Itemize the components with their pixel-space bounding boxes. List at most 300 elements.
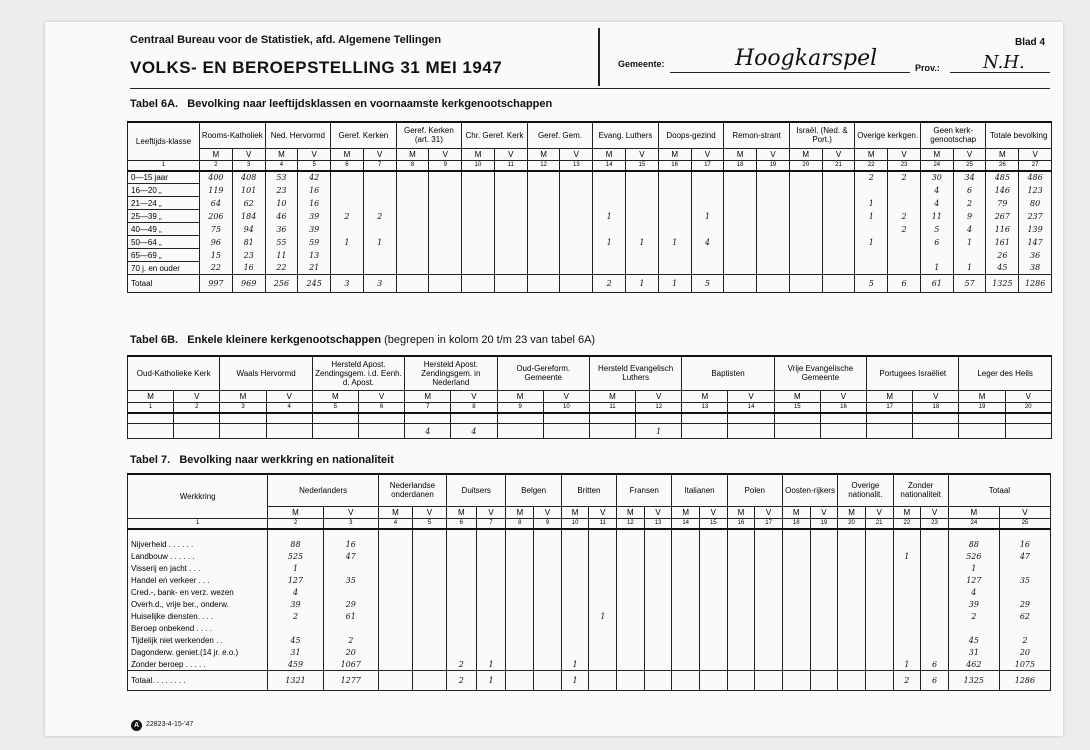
mv-label: M [405,390,451,402]
column-number: 1 [128,160,200,171]
total-cell: 1325 [948,671,999,691]
mv-label: M [396,148,429,160]
total-cell: 1286 [999,671,1050,691]
data-cell [855,223,888,236]
data-cell [527,171,560,184]
data-cell [672,659,700,671]
data-cell [527,197,560,210]
data-cell: 15 [200,249,233,262]
blank-cell [727,529,755,539]
data-cell [494,262,527,275]
total-cell [494,275,527,293]
tabel6b-group-header: Waals Hervormd [220,356,312,390]
gemeente-line [670,72,910,73]
data-cell: 1 [636,424,682,439]
blank-cell [893,529,921,539]
blank-cell [534,529,562,539]
column-number: 19 [810,518,838,529]
data-cell [412,635,446,647]
total-cell [724,275,757,293]
data-cell: 55 [265,236,298,249]
blank-cell [266,413,312,424]
tabel6a-group-header: Geref. Kerken (art. 31) [396,122,462,148]
blank-cell [323,529,378,539]
data-cell [700,539,728,551]
data-cell [644,551,672,563]
data-cell [644,587,672,599]
data-cell [589,647,617,659]
data-cell: 1 [953,262,986,275]
total-cell [506,671,534,691]
column-number: 12 [527,160,560,171]
data-cell [331,171,364,184]
total-cell: 256 [265,275,298,293]
data-cell [363,171,396,184]
header-rule [130,88,1050,89]
data-cell [810,575,838,587]
data-cell [617,647,645,659]
data-cell [363,197,396,210]
data-cell: 119 [200,184,233,197]
column-number: 26 [986,160,1019,171]
mv-label: M [727,506,755,518]
mv-label: M [268,506,323,518]
tabel6a-group-header: Remon-strant [724,122,790,148]
age-class-label: 70 j. en ouder [128,262,200,275]
data-cell: 2 [888,223,921,236]
data-cell [810,587,838,599]
column-number: 16 [820,402,866,413]
data-cell [644,611,672,623]
data-cell [561,551,589,563]
data-cell [789,223,822,236]
data-cell [378,647,412,659]
data-cell [755,539,783,551]
data-cell [462,197,495,210]
table-row [128,424,1052,439]
total-cell: 5 [691,275,724,293]
data-cell: 147 [1019,236,1052,249]
data-cell: 1 [476,659,506,671]
data-cell: 20 [999,647,1050,659]
data-cell [429,249,462,262]
mv-label: M [893,506,921,518]
mv-label: V [451,390,497,402]
data-cell [727,611,755,623]
print-code: 22823-4-15-'47 [146,721,194,728]
tabel6b-title: Tabel 6B. [130,334,179,346]
data-cell: 39 [298,210,331,223]
data-cell: 16 [999,539,1050,551]
data-cell [700,623,728,635]
data-cell [865,539,893,551]
data-cell: 267 [986,210,1019,223]
tabel6a-group-header: Ned. Hervormd [265,122,331,148]
data-cell: 2 [953,197,986,210]
census-form [45,22,1063,736]
age-class-label: 0—15 jaar [128,171,200,184]
data-cell: 31 [948,647,999,659]
tabel7-first-col: Werkkring [128,474,268,518]
data-cell [727,575,755,587]
column-number: 18 [782,518,810,529]
total-cell [700,671,728,691]
blank-cell [506,529,534,539]
mv-label: M [658,148,691,160]
blank-cell [838,529,866,539]
blank-cell [959,413,1005,424]
data-cell [527,184,560,197]
data-cell [672,563,700,575]
data-cell [331,223,364,236]
tabel6a-group-header: Doops-gezind [658,122,724,148]
data-cell: 4 [920,197,953,210]
total-cell: 3 [363,275,396,293]
data-cell [865,587,893,599]
data-cell: 2 [888,210,921,223]
data-cell: 75 [200,223,233,236]
werkkring-label: Tijdelijk niet werkenden . . [128,635,268,647]
data-cell: 1 [626,236,659,249]
data-cell [913,424,959,439]
blank-cell [682,413,728,424]
blank-cell [644,529,672,539]
mv-label: V [1005,390,1051,402]
werkkring-label: Dagonderw. geniet.(14 jr. e.o.) [128,647,268,659]
mv-label: V [921,506,949,518]
data-cell [782,647,810,659]
column-number: 13 [682,402,728,413]
column-number: 20 [1005,402,1051,413]
data-cell [589,587,617,599]
data-cell [396,236,429,249]
data-cell [617,587,645,599]
column-number: 7 [405,402,451,413]
column-number: 27 [1019,160,1052,171]
column-number: 10 [462,160,495,171]
mv-label: V [358,390,404,402]
data-cell [724,197,757,210]
data-cell [476,587,506,599]
data-cell [593,249,626,262]
data-cell [560,262,593,275]
column-number: 8 [396,160,429,171]
data-cell [755,611,783,623]
data-cell [626,197,659,210]
mv-label: M [331,148,364,160]
total-cell [644,671,672,691]
mv-label: V [728,390,774,402]
data-cell [476,575,506,587]
tabel6a-group-header: Chr. Geref. Kerk [462,122,528,148]
blank-cell [1005,413,1051,424]
data-cell: 31 [268,647,323,659]
blank-cell [446,529,476,539]
tabel6b-group-header: Leger des Heils [959,356,1051,390]
column-number: 17 [755,518,783,529]
data-cell [589,623,617,635]
data-cell [494,236,527,249]
mv-label: V [543,390,589,402]
data-cell: 4 [920,184,953,197]
mv-label: M [672,506,700,518]
data-cell: 96 [200,236,233,249]
mv-label: V [626,148,659,160]
tabel6a-group-header: Evang. Luthers [593,122,659,148]
data-cell [757,223,790,236]
data-cell [658,223,691,236]
data-cell [700,599,728,611]
table-row [128,197,1052,210]
column-number: 16 [727,518,755,529]
data-cell [672,587,700,599]
total-cell [727,671,755,691]
data-cell [462,249,495,262]
data-cell [617,563,645,575]
data-cell [534,539,562,551]
data-cell [534,599,562,611]
mv-label: M [589,390,635,402]
data-cell [331,262,364,275]
werkkring-label: Cred.-, bank- en verz. wezen [128,587,268,599]
data-cell: 1 [331,236,364,249]
blank-cell [128,413,174,424]
data-cell [672,611,700,623]
mv-label: V [691,148,724,160]
data-cell [893,539,921,551]
column-number: 24 [920,160,953,171]
data-cell [527,236,560,249]
blank-cell [913,413,959,424]
total-cell [378,671,412,691]
age-class-label: 40—49 „ [128,223,200,236]
total-cell [396,275,429,293]
age-class-label: 21—24 „ [128,197,200,210]
tabel6a-group-header: Geref. Kerken [331,122,397,148]
column-number: 21 [822,160,855,171]
data-cell: 237 [1019,210,1052,223]
data-cell [1005,424,1051,439]
data-cell [476,623,506,635]
data-cell [589,539,617,551]
data-cell [700,587,728,599]
data-cell: 525 [268,551,323,563]
data-cell: 1 [855,210,888,223]
data-cell: 53 [265,171,298,184]
data-cell [700,551,728,563]
data-cell [534,635,562,647]
data-cell: 16 [323,539,378,551]
data-cell: 2 [948,611,999,623]
mv-label: M [593,148,626,160]
data-cell [755,563,783,575]
data-cell [888,249,921,262]
data-cell [494,223,527,236]
data-cell: 45 [268,635,323,647]
tabel7-group-header: Nederlanders [268,474,379,506]
data-cell: 35 [323,575,378,587]
data-cell [593,171,626,184]
data-cell [865,575,893,587]
tabel7-group-header: Belgen [506,474,561,506]
column-number: 15 [700,518,728,529]
total-label: Totaal. . . . . . . . [128,671,268,691]
data-cell: 146 [986,184,1019,197]
data-cell [999,587,1050,599]
data-cell [378,599,412,611]
tabel6a-group-header: Geen kerk-genootschap [920,122,986,148]
data-cell [838,599,866,611]
data-cell: 11 [265,249,298,262]
tabel7-group-header: Duitsers [446,474,506,506]
data-cell [822,223,855,236]
data-cell: 22 [200,262,233,275]
data-cell [727,623,755,635]
data-cell [331,249,364,262]
data-cell [755,647,783,659]
data-cell [789,197,822,210]
total-cell [527,275,560,293]
mv-label: V [476,506,506,518]
data-cell: 1 [589,611,617,623]
data-cell [789,210,822,223]
data-cell [838,539,866,551]
blank-cell [820,413,866,424]
data-cell [999,563,1050,575]
mv-label: V [913,390,959,402]
mv-label: V [363,148,396,160]
total-cell [589,671,617,691]
data-cell [527,210,560,223]
data-cell [921,551,949,563]
data-cell [446,611,476,623]
blank-cell [867,413,913,424]
mv-label: M [220,390,266,402]
data-cell [534,623,562,635]
data-cell: 1 [691,210,724,223]
data-cell [534,659,562,671]
tabel6a-group-header: Rooms-Katholiek [200,122,266,148]
data-cell: 4 [268,587,323,599]
total-cell [865,671,893,691]
total-cell: 1 [626,275,659,293]
total-cell: 1 [658,275,691,293]
data-cell [755,659,783,671]
data-cell [429,262,462,275]
column-number: 1 [128,402,174,413]
mv-label: M [920,148,953,160]
data-cell: 47 [323,551,378,563]
data-cell [658,184,691,197]
data-cell [782,551,810,563]
data-cell [323,587,378,599]
data-cell [378,659,412,671]
data-cell [412,599,446,611]
data-cell [617,599,645,611]
tabel6a-group-header: Overige kerkgen. [855,122,921,148]
data-cell [593,184,626,197]
werkkring-label: Beroep onbekend . . . . [128,623,268,635]
data-cell: 459 [268,659,323,671]
data-cell [534,575,562,587]
total-cell: 6 [888,275,921,293]
tabel7-group-header: Totaal [948,474,1050,506]
table-row [128,587,1051,599]
data-cell: 39 [948,599,999,611]
data-cell [789,236,822,249]
total-cell: 969 [232,275,265,293]
data-cell [446,587,476,599]
mv-label: M [774,390,820,402]
gemeente-value: Hoogkarspel [735,46,878,71]
data-cell: 161 [986,236,1019,249]
data-cell [782,635,810,647]
column-number: 3 [323,518,378,529]
prov-label: Prov.: [915,63,940,73]
data-cell [921,563,949,575]
tabel6b-group-header: Hersteld Evangelisch Luthers [589,356,681,390]
data-cell [838,623,866,635]
data-cell: 1 [855,236,888,249]
total-cell [429,275,462,293]
mv-label: M [789,148,822,160]
tabel7-group-header: Fransen [617,474,672,506]
age-class-label: 16—20 „ [128,184,200,197]
werkkring-label: Huiselijke diensten. . . . [128,611,268,623]
data-cell [822,197,855,210]
column-number: 20 [838,518,866,529]
data-cell: 16 [232,262,265,275]
data-cell [757,262,790,275]
mv-label: V [810,506,838,518]
data-cell [789,249,822,262]
data-cell [363,184,396,197]
mv-label: M [446,506,476,518]
tabel6a-group-header: Geref. Gem. [527,122,593,148]
data-cell [888,236,921,249]
data-cell [378,623,412,635]
data-cell [865,599,893,611]
tabel7-group-header: Italianen [672,474,727,506]
data-cell [617,611,645,623]
total-cell: 1 [476,671,506,691]
data-cell [810,611,838,623]
data-cell [560,223,593,236]
data-cell [617,659,645,671]
data-cell: 9 [953,210,986,223]
data-cell [412,539,446,551]
data-cell: 1 [268,563,323,575]
data-cell [323,623,378,635]
data-cell [476,635,506,647]
column-number: 20 [789,160,822,171]
blank-cell [782,529,810,539]
mv-label: M [128,390,174,402]
mv-label: M [200,148,233,160]
data-cell [700,575,728,587]
data-cell [810,623,838,635]
table-row [128,236,1052,249]
column-number: 8 [506,518,534,529]
data-cell [462,210,495,223]
blank-cell [476,529,506,539]
total-cell [757,275,790,293]
table-row [128,623,1051,635]
data-cell [617,539,645,551]
mv-label: V [700,506,728,518]
data-cell [888,262,921,275]
data-cell: 45 [948,635,999,647]
